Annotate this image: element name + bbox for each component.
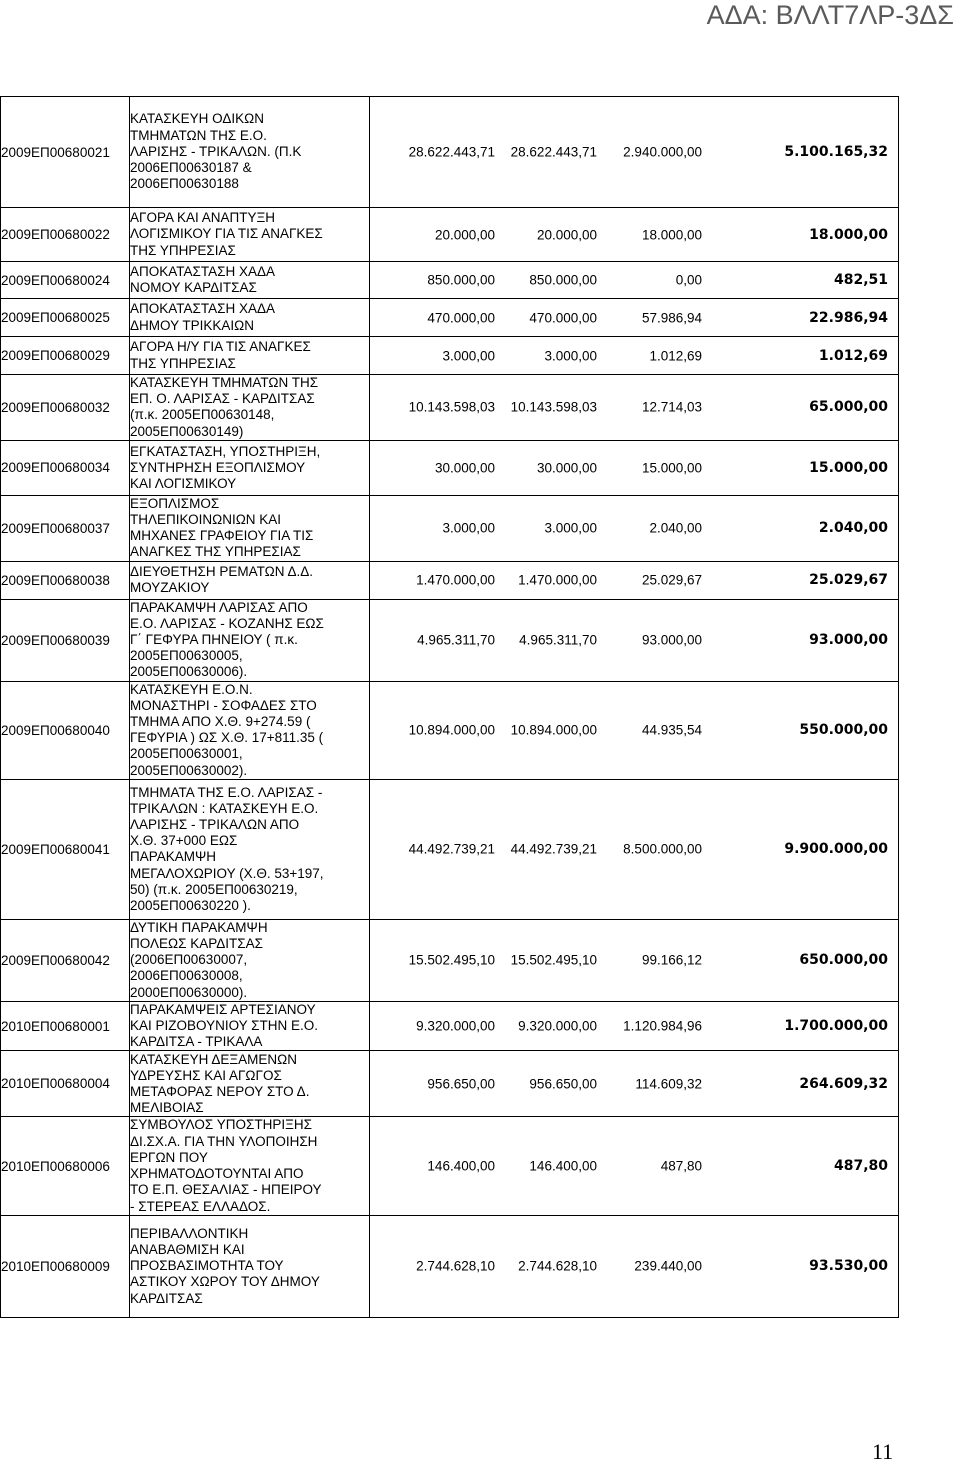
payments-amount: 18.000,00 [641, 227, 702, 242]
payments-amount: 44.935,54 [641, 722, 702, 738]
amounts-cell [370, 299, 899, 337]
description-line: ΑΠΟΚΑΤΑΣΤΑΣΗ ΧΑΔΑ [130, 301, 275, 317]
description-line: 2006ΕΠ00630008, [130, 968, 243, 984]
credits-amount: 264.609,32 [799, 1075, 888, 1092]
approved-amount: 15.502.495,10 [510, 952, 597, 968]
description-line: ΕΠ. Ο. ΛΑΡΙΣΑΣ - ΚΑΡΔΙΤΣΑΣ [130, 391, 315, 407]
project-code: 2009ΕΠ00680037 [1, 495, 130, 561]
budget-amount: 1.470.000,00 [416, 572, 495, 588]
amounts-cell [370, 1215, 899, 1317]
budget-amount: 10.143.598,03 [408, 399, 495, 415]
amounts-cell [370, 1051, 899, 1117]
table-row [1, 97, 899, 208]
amounts-cell [370, 375, 899, 441]
description-line: ΚΑΡΔΙΤΣΑ - ΤΡΙΚΑΛΑ [130, 1034, 263, 1050]
description-line: ΠΕΡΙΒΑΛΛΟΝΤΙΚΗ [130, 1225, 249, 1241]
amounts-cell [370, 919, 899, 1001]
project-code: 2010ΕΠ00680006 [1, 1117, 130, 1215]
project-code: 2010ΕΠ00680001 [1, 1001, 130, 1051]
project-code: 2009ΕΠ00680032 [1, 375, 130, 441]
description-line: 2005ΕΠ00630001, [130, 746, 243, 762]
projects-table-body [1, 97, 899, 1318]
description-line: ΚΑΤΑΣΚΕΥΗ Ε.Ο.Ν. [130, 681, 253, 697]
description-line: ΔΙΕΥΘΕΤΗΣΗ ΡΕΜΑΤΩΝ Δ.Δ. [130, 563, 314, 579]
project-description [130, 1215, 370, 1317]
budget-amount: 956.650,00 [427, 1076, 495, 1092]
description-line: ΔΗΜΟΥ ΤΡΙΚΚΑΙΩΝ [130, 317, 254, 333]
amounts-cell [370, 561, 899, 599]
payments-amount: 2.940.000,00 [623, 144, 702, 160]
description-line: ΕΞΟΠΛΙΣΜΟΣ [130, 495, 220, 511]
budget-amount: 44.492.739,21 [408, 841, 495, 857]
project-code: 2009ΕΠ00680022 [1, 208, 130, 262]
description-line: Ε.Ο. ΛΑΡΙΣΑΣ - ΚΟΖΑΝΗΣ ΕΩΣ [130, 615, 324, 631]
table-row [1, 1215, 899, 1317]
description-line: ΑΓΟΡΑ Η/Υ ΓΙΑ ΤΙΣ ΑΝΑΓΚΕΣ [130, 339, 311, 355]
credits-amount: 550.000,00 [799, 722, 888, 739]
description-line: ΜΕΛΙΒΟΙΑΣ [130, 1100, 204, 1116]
project-code: 2009ΕΠ00680042 [1, 919, 130, 1001]
description-line: ΜΕΓΑΛΟΧΩΡΙΟΥ (Χ.Θ. 53+197, [130, 865, 324, 881]
project-description [130, 337, 370, 375]
credits-amount: 22.986,94 [809, 309, 888, 326]
project-code: 2009ΕΠ00680034 [1, 440, 130, 495]
description-line: Γ΄ ΓΕΦΥΡΑ ΠΗΝΕΙΟΥ ( π.κ. [130, 632, 298, 648]
table-row [1, 779, 899, 919]
amounts-cell [370, 97, 899, 208]
approved-amount: 4.965.311,70 [519, 632, 597, 648]
description-line: ΤΜΗΜΑ ΑΠΟ Χ.Θ. 9+274.59 ( [130, 714, 311, 730]
project-description [130, 919, 370, 1001]
payments-amount: 57.986,94 [641, 310, 702, 325]
payments-amount: 0,00 [675, 272, 702, 288]
credits-amount: 1.700.000,00 [784, 1018, 888, 1035]
credits-amount: 25.029,67 [809, 572, 888, 589]
project-description [130, 440, 370, 495]
credits-amount: 9.900.000,00 [784, 841, 888, 858]
project-description [130, 1051, 370, 1117]
description-line: 2006ΕΠ00630187 & [130, 160, 252, 176]
description-line: - ΣΤΕΡΕΑΣ ΕΛΛΑΔΟΣ. [130, 1198, 271, 1214]
budget-amount: 10.894.000,00 [408, 722, 495, 738]
description-line: ΚΑΤΑΣΚΕΥΗ ΟΔΙΚΩΝ [130, 111, 264, 127]
project-code: 2010ΕΠ00680009 [1, 1215, 130, 1317]
description-line: 2000ΕΠ00630000). [130, 984, 248, 1000]
description-line: ΚΑΤΑΣΚΕΥΗ ΤΜΗΜΑΤΩΝ ΤΗΣ [130, 375, 319, 390]
description-line: ΕΡΓΩΝ ΠΟΥ [130, 1149, 208, 1165]
amounts-cell [370, 599, 899, 681]
description-line: ΚΑΡΔΙΤΣΑΣ [130, 1290, 203, 1306]
project-description [130, 97, 370, 208]
description-line: ΠΡΟΣΒΑΣΙΜΟΤΗΤΑ ΤΟΥ [130, 1258, 284, 1274]
approved-amount: 28.622.443,71 [510, 144, 597, 160]
project-code: 2009ΕΠ00680040 [1, 681, 130, 779]
description-line: 2005ΕΠ00630002). [130, 762, 248, 778]
project-description [130, 495, 370, 561]
payments-amount: 25.029,67 [641, 572, 702, 588]
amounts-cell [370, 440, 899, 495]
description-line: ΠΑΡΑΚΑΜΨΕΙΣ ΑΡΤΕΣΙΑΝΟΥ [130, 1001, 316, 1017]
budget-amount: 3.000,00 [442, 520, 495, 536]
description-line: ΑΠΟΚΑΤΑΣΤΑΣΗ ΧΑΔΑ [130, 263, 275, 279]
table-row [1, 1001, 899, 1051]
budget-amount: 9.320.000,00 [416, 1018, 495, 1034]
description-line: 2005ΕΠ00630220 ). [130, 897, 251, 913]
approved-amount: 850.000,00 [529, 272, 597, 288]
table-row [1, 299, 899, 337]
table-row [1, 262, 899, 299]
description-line: 2005ΕΠ00630005, [130, 648, 243, 664]
description-line: ΕΓΚΑΤΑΣΤΑΣΗ, ΥΠΟΣΤΗΡΙΞΗ, [130, 443, 321, 459]
project-description [130, 299, 370, 337]
table-row [1, 681, 899, 779]
project-code: 2009ΕΠ00680025 [1, 299, 130, 337]
approved-amount: 44.492.739,21 [510, 841, 597, 857]
credits-amount: 650.000,00 [799, 952, 888, 969]
project-code: 2009ΕΠ00680029 [1, 337, 130, 375]
description-line: ΑΝΑΓΚΕΣ ΤΗΣ ΥΠΗΡΕΣΙΑΣ [130, 544, 301, 560]
credits-amount: 482,51 [833, 272, 888, 288]
description-line: ΠΑΡΑΚΑΜΨΗ ΛΑΡΙΣΑΣ ΑΠΟ [130, 599, 308, 615]
description-line: ΤΜΗΜΑΤΑ ΤΗΣ Ε.Ο. ΛΑΡΙΣΑΣ - [130, 784, 323, 800]
payments-amount: 487,80 [660, 1158, 702, 1174]
budget-amount: 28.622.443,71 [408, 144, 495, 160]
amounts-cell [370, 262, 899, 299]
description-line: ΜΟΝΑΣΤΗΡΙ - ΣΟΦΑΔΕΣ ΣΤΟ [130, 697, 317, 713]
description-line: (2006ΕΠ00630007, [130, 952, 248, 968]
description-line: 50) (π.κ. 2005ΕΠ00630219, [130, 881, 298, 897]
amounts-cell [370, 1001, 899, 1051]
payments-amount: 239.440,00 [634, 1258, 702, 1274]
description-line: Χ.Θ. 37+000 ΕΩΣ [130, 833, 238, 849]
budget-amount: 2.744.628,10 [416, 1258, 495, 1274]
description-line: ΝΟΜΟΥ ΚΑΡΔΙΤΣΑΣ [130, 280, 257, 295]
description-line: ΣΥΜΒΟΥΛΟΣ ΥΠΟΣΤΗΡΙΞΗΣ [130, 1117, 312, 1133]
table-row [1, 337, 899, 375]
description-line: ΚΑΤΑΣΚΕΥΗ ΔΕΞΑΜΕΝΩΝ [130, 1051, 298, 1067]
description-line: ΑΝΑΒΑΘΜΙΣΗ ΚΑΙ [130, 1241, 245, 1257]
approved-amount: 3.000,00 [544, 520, 597, 536]
table-row [1, 1117, 899, 1215]
description-line: 2005ΕΠ00630006). [130, 664, 248, 680]
description-line: ΛΑΡΙΣΗΣ - ΤΡΙΚΑΛΩΝ ΑΠΟ [130, 816, 300, 832]
credits-amount: 5.100.165,32 [784, 144, 888, 160]
table-row [1, 599, 899, 681]
description-line: 2006ΕΠ00630188 [130, 176, 239, 192]
payments-amount: 12.714,03 [641, 399, 702, 415]
project-code: 2010ΕΠ00680004 [1, 1051, 130, 1117]
projects-table [0, 96, 899, 1318]
project-code: 2009ΕΠ00680024 [1, 262, 130, 299]
project-code: 2009ΕΠ00680039 [1, 599, 130, 681]
description-line: ΚΑΙ ΛΟΓΙΣΜΙΚΟΥ [130, 475, 237, 491]
table-row [1, 919, 899, 1001]
payments-amount: 1.120.984,96 [623, 1018, 702, 1034]
table-row [1, 1051, 899, 1117]
approved-amount: 20.000,00 [536, 227, 597, 242]
project-description [130, 1001, 370, 1051]
approved-amount: 3.000,00 [544, 348, 597, 363]
credits-amount: 93.530,00 [809, 1258, 888, 1275]
project-description [130, 779, 370, 919]
project-description [130, 262, 370, 299]
credits-amount: 487,80 [833, 1158, 888, 1175]
credits-amount: 18.000,00 [809, 226, 888, 243]
description-line: ΠΑΡΑΚΑΜΨΗ [130, 849, 217, 865]
amounts-cell [370, 1117, 899, 1215]
description-line: ΔΙ.ΣΧ.Α. ΓΙΑ ΤΗΝ ΥΛΟΠΟΙΗΣΗ [130, 1133, 318, 1149]
table-row [1, 440, 899, 495]
budget-amount: 146.400,00 [427, 1158, 495, 1174]
project-description [130, 681, 370, 779]
payments-amount: 114.609,32 [635, 1076, 702, 1092]
description-line: ΜΗΧΑΝΕΣ ΓΡΑΦΕΙΟΥ ΓΙΑ ΤΙΣ [130, 528, 314, 544]
payments-amount: 1.012,69 [649, 348, 702, 363]
description-line: ΤΜΗΜΑΤΩΝ ΤΗΣ Ε.Ο. [130, 127, 267, 143]
project-description [130, 208, 370, 262]
approved-amount: 470.000,00 [529, 310, 597, 325]
description-line: ΑΓΟΡΑ ΚΑΙ ΑΝΑΠΤΥΞΗ [130, 210, 275, 226]
project-code: 2009ΕΠ00680038 [1, 561, 130, 599]
approved-amount: 956.650,00 [529, 1076, 597, 1092]
description-line: ΤΗΛΕΠΙΚΟΙΝΩΝΙΩΝ ΚΑΙ [130, 512, 282, 528]
description-line: ΧΡΗΜΑΤΟΔΟΤΟΥΝΤΑΙ ΑΠΟ [130, 1166, 304, 1182]
credits-amount: 15.000,00 [809, 459, 888, 476]
description-line: ΣΥΝΤΗΡΗΣΗ ΕΞΟΠΛΙΣΜΟΥ [130, 459, 306, 475]
description-line: ΚΑΙ ΡΙΖΟΒΟΥΝΙΟΥ ΣΤΗΝ Ε.Ο. [130, 1018, 319, 1034]
table-row [1, 561, 899, 599]
description-line: ΠΟΛΕΩΣ ΚΑΡΔΙΤΣΑΣ [130, 936, 263, 952]
ada-header: ΑΔΑ: ΒΛΛΤ7ΛΡ-3ΔΣ [706, 0, 954, 30]
table-row [1, 375, 899, 441]
description-line: ΛΑΡΙΣΗΣ - ΤΡΙΚΑΛΩΝ. (Π.Κ [130, 143, 302, 159]
payments-amount: 2.040,00 [649, 520, 702, 536]
credits-amount: 2.040,00 [818, 520, 888, 537]
amounts-cell [370, 495, 899, 561]
description-line: ΥΔΡΕΥΣΗΣ ΚΑΙ ΑΓΩΓΟΣ [130, 1067, 282, 1083]
project-code: 2009ΕΠ00680021 [1, 97, 130, 208]
project-code: 2009ΕΠ00680041 [1, 779, 130, 919]
table-row [1, 495, 899, 561]
description-line: ΤΟ Ε.Π. ΘΕΣΑΛΙΑΣ - ΗΠΕΙΡΟΥ [130, 1182, 322, 1198]
credits-amount: 93.000,00 [809, 632, 888, 649]
approved-amount: 146.400,00 [529, 1158, 597, 1174]
description-line: ΜΕΤΑΦΟΡΑΣ ΝΕΡΟΥ ΣΤΟ Δ. [130, 1083, 310, 1099]
description-line: ΑΣΤΙΚΟΥ ΧΩΡΟΥ ΤΟΥ ΔΗΜΟΥ [130, 1274, 320, 1290]
description-line: ΛΟΓΙΣΜΙΚΟΥ ΓΙΑ ΤΙΣ ΑΝΑΓΚΕΣ [130, 226, 323, 242]
credits-amount: 65.000,00 [809, 399, 888, 416]
budget-amount: 3.000,00 [442, 348, 495, 363]
payments-amount: 93.000,00 [641, 632, 702, 648]
approved-amount: 1.470.000,00 [518, 572, 597, 588]
budget-amount: 20.000,00 [434, 227, 495, 242]
description-line: ΔΥΤΙΚΗ ΠΑΡΑΚΑΜΨΗ [130, 919, 268, 935]
project-description [130, 561, 370, 599]
amounts-cell [370, 208, 899, 262]
approved-amount: 30.000,00 [536, 460, 597, 476]
approved-amount: 10.143.598,03 [510, 399, 597, 415]
page-number: 11 [872, 1439, 894, 1464]
budget-amount: 850.000,00 [427, 272, 495, 288]
amounts-cell [370, 337, 899, 375]
credits-amount: 1.012,69 [818, 347, 888, 364]
description-line: ΤΗΣ ΥΠΗΡΕΣΙΑΣ [130, 355, 236, 371]
approved-amount: 2.744.628,10 [518, 1258, 597, 1274]
description-line: 2005ΕΠ00630149) [130, 423, 244, 439]
approved-amount: 9.320.000,00 [518, 1018, 597, 1034]
project-description [130, 375, 370, 441]
payments-amount: 8.500.000,00 [623, 841, 702, 857]
budget-amount: 4.965.311,70 [417, 632, 495, 648]
payments-amount: 99.166,12 [641, 952, 702, 968]
approved-amount: 10.894.000,00 [510, 722, 597, 738]
description-line: (π.κ. 2005ΕΠ00630148, [130, 407, 275, 423]
table-row [1, 208, 899, 262]
description-line: ΜΟΥΖΑΚΙΟΥ [130, 580, 210, 596]
amounts-cell [370, 779, 899, 919]
project-description [130, 1117, 370, 1215]
payments-amount: 15.000,00 [641, 460, 702, 476]
project-description [130, 599, 370, 681]
budget-amount: 470.000,00 [427, 310, 495, 325]
description-line: ΤΡΙΚΑΛΩΝ : ΚΑΤΑΣΚΕΥΗ Ε.Ο. [130, 800, 319, 816]
description-line: ΤΗΣ ΥΠΗΡΕΣΙΑΣ [130, 242, 236, 258]
description-line: ΓΕΦΥΡΙΑ ) ΩΣ Χ.Θ. 17+811.35 ( [130, 730, 324, 746]
budget-amount: 15.502.495,10 [408, 952, 495, 968]
budget-amount: 30.000,00 [434, 460, 495, 476]
amounts-cell [370, 681, 899, 779]
